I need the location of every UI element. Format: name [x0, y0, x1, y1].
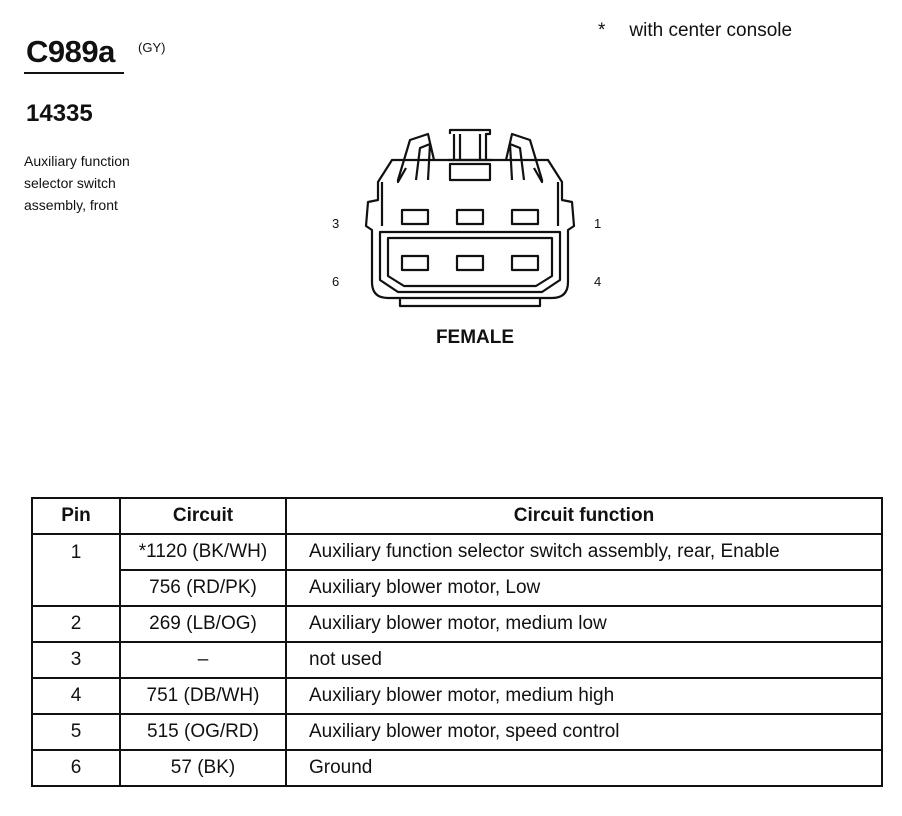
- color-code: (GY): [138, 40, 166, 55]
- cell-function: Auxiliary blower motor, Low: [286, 570, 882, 606]
- table-row: [32, 714, 882, 750]
- cell-circuit: 751 (DB/WH): [120, 678, 286, 714]
- cell-function: Auxiliary blower motor, medium low: [286, 606, 882, 642]
- footnote-text: with center console: [629, 20, 793, 41]
- pin-label-6: 6: [332, 274, 340, 289]
- pin-cavity-3: [402, 210, 428, 224]
- table-row: [32, 678, 882, 714]
- connector-id: C989a: [26, 34, 115, 69]
- pin-cavity-1: [512, 210, 538, 224]
- table-row: [32, 642, 882, 678]
- connector-id-underline: [24, 72, 124, 74]
- connector-lock-window: [450, 164, 490, 180]
- cell-function: Auxiliary function selector switch assembly, rear, Enable: [286, 534, 882, 570]
- cell-pin: 6: [32, 750, 120, 786]
- connector-foot: [400, 298, 540, 306]
- cell-pin: 2: [32, 606, 120, 642]
- cell-function: Ground: [286, 750, 882, 786]
- cell-function: Auxiliary blower motor, medium high: [286, 678, 882, 714]
- pin-cavity-4: [512, 256, 538, 270]
- pin-label-1: 1: [594, 216, 602, 231]
- cell-pin: 1: [32, 534, 120, 570]
- lower-cavity-housing: [380, 232, 560, 292]
- footnote: [598, 20, 792, 42]
- header-pin: Pin: [32, 498, 120, 534]
- pin-cavity-5: [457, 256, 483, 270]
- cell-circuit: 515 (OG/RD): [120, 714, 286, 750]
- table-row: [32, 570, 882, 606]
- connector-body-detail: [382, 182, 558, 226]
- cell-circuit: *1120 (BK/WH): [120, 534, 286, 570]
- pin-label-4: 4: [594, 274, 602, 289]
- header-circuit-function: Circuit function: [286, 498, 882, 534]
- header-circuit: Circuit: [120, 498, 286, 534]
- cell-pin: 5: [32, 714, 120, 750]
- cell-circuit: 269 (LB/OG): [120, 606, 286, 642]
- part-number: 14335: [26, 100, 93, 127]
- table-row: [32, 606, 882, 642]
- footnote-marker: *: [598, 20, 606, 41]
- pin-cavity-2: [457, 210, 483, 224]
- pin-table: [31, 497, 883, 787]
- table-header-row: [32, 498, 882, 534]
- connector-latch: [398, 134, 434, 182]
- cell-function: not used: [286, 642, 882, 678]
- connector-face-diagram: [320, 120, 620, 320]
- pin-label-3: 3: [332, 216, 340, 231]
- cell-circuit: 756 (RD/PK): [120, 570, 286, 606]
- connector-description: Auxiliary function selector switch assembly, front: [24, 153, 130, 213]
- table-row: [32, 534, 882, 570]
- cell-pin: 4: [32, 678, 120, 714]
- cell-circuit: –: [120, 642, 286, 678]
- cell-circuit: 57 (BK): [120, 750, 286, 786]
- cell-function: Auxiliary blower motor, speed control: [286, 714, 882, 750]
- cell-pin: [32, 570, 120, 606]
- connector-gender-label: FEMALE: [435, 327, 515, 348]
- connector-lock-tab: [450, 130, 490, 160]
- connector-latch-right: [506, 134, 542, 182]
- cell-pin: 3: [32, 642, 120, 678]
- lower-cavity-inner: [388, 238, 552, 286]
- pin-cavity-6: [402, 256, 428, 270]
- table-row: [32, 750, 882, 786]
